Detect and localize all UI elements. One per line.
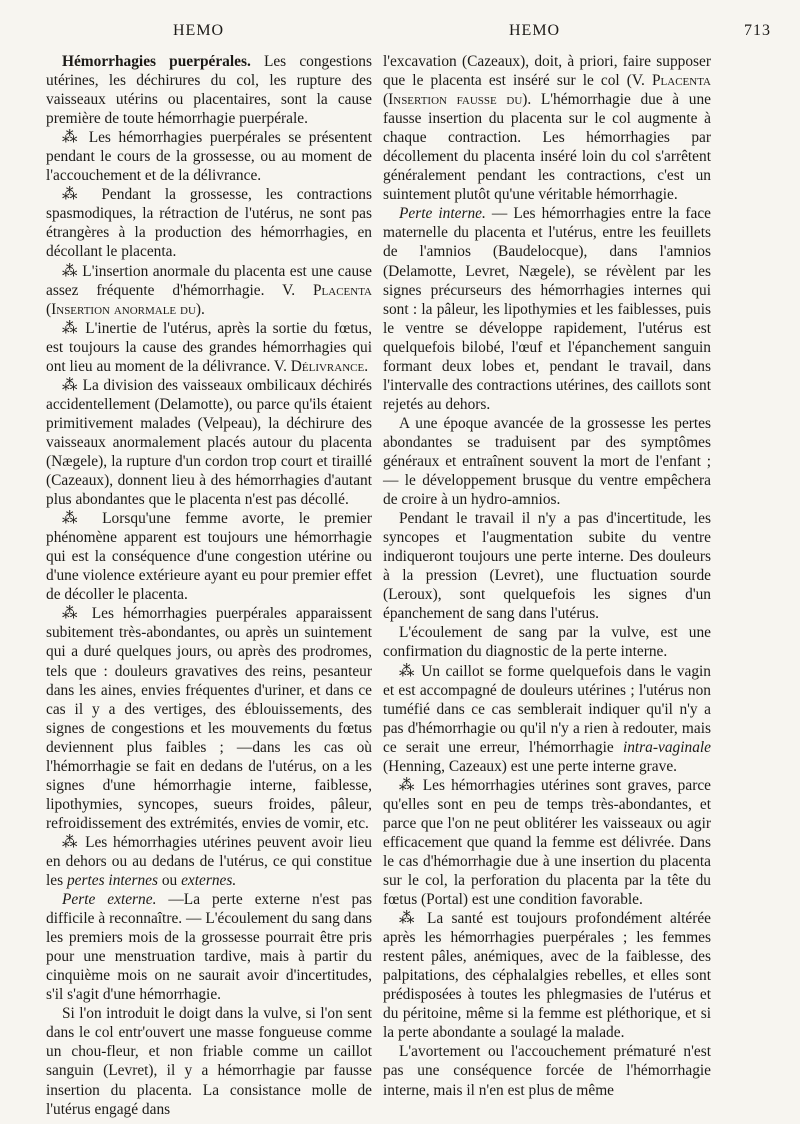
entry-heading: Hémorrhagies puerpérales. <box>62 53 251 70</box>
paragraph <box>383 776 711 909</box>
paragraph <box>46 185 372 261</box>
paragraph-text: — Les hémorrhagies entre la face maternelle du placenta et l'utérus, entre les feuillets de l'amnios (Baudelocque), dans l'amnios (Delamotte, Levret, Nægele), se révèlent par les signes précurseurs des hémorrhagies internes qui sont : la pâleur, les lipothymies et les faiblesses, puis le ventre se développe rapidement, l'utérus est quelquefois bilobé, l'œuf et l'épanchement sanguin formant deux lobes et, pendant le travail, dans l'intervalle des contractions utérines, des caillots sont rejetés au dehors. <box>383 205 711 413</box>
paragraph <box>383 1042 711 1099</box>
paragraph-text: L'écoulement de sang par la vulve, est une confirmation du diagnostic de la perte interne. <box>383 624 711 661</box>
paragraph-text: Si l'on introduit le doigt dans la vulve, si l'on sent dans le col entr'ouvert une masse fongueuse comme un chou-fleur, et non friable comme un caillot sanguin (Levret), il y a hémorrhagie par fausse insertion du placenta. La consistance molle de l'utérus engagé dans <box>46 1005 372 1118</box>
subheading: Perte interne. <box>399 205 486 223</box>
left-column <box>46 52 372 1119</box>
paragraph-text: Pendant le travail il n'y a pas d'incertitude, les syncopes et l'augmentation subite du ventre indiqueront toujours une perte interne. Des douleurs à la pression (Levret), une fluctuation sourde (Leroux), sont quelquefois les signes d'un épanchement de sang dans l'utérus. <box>383 510 711 623</box>
paragraph <box>46 1004 372 1118</box>
paragraph-text: ⁂ La division des vaisseaux ombilicaux déchirés accidentellement (Delamotte), ou parce qu'ils étaient primitivement malades (Velpeau), la déchirure des vaisseaux anormalement placés autour du placenta (Nægele), la rupture d'un cordon trop court et tiraillé (Cazeaux), donnent lieu à des hémorrhagies d'autant plus abondantes que le placenta n'est pas décollé. <box>46 376 372 509</box>
paragraph <box>46 376 372 509</box>
paragraph-text: l'excavation (Cazeaux), doit, à priori, faire supposer que le placenta est inséré sur le col (V. <box>383 53 711 90</box>
cross-reference: Placenta (Insertion anormale du). <box>46 281 372 318</box>
paragraph <box>46 262 372 319</box>
paragraph <box>383 662 711 776</box>
header-left: HEMO <box>173 22 225 39</box>
paragraph <box>46 319 372 376</box>
paragraph-text: A une époque avancée de la grossesse les pertes abondantes se traduisent par des symptômes généraux et entraînent souvent la mort de l'enfant ; — le développement brusque du ventre empêchera de croire à un hydro-amnios. <box>383 414 711 509</box>
paragraph <box>383 414 711 509</box>
paragraph <box>383 909 711 1042</box>
italic-term: intra-vaginale <box>622 738 711 756</box>
paragraph <box>46 52 372 128</box>
running-header <box>0 22 800 46</box>
paragraph-text: L'hémorrhagie due à une fausse insertion du placenta sur le col augmente à chaque contraction. Les hémorrhagies par décollement du placenta inséré loin du col s'arrêtent généralement pendant les contractions, c'est un suintement plutôt qu'une véritable hémorrhagie. <box>383 91 711 204</box>
paragraph <box>383 623 711 661</box>
right-column <box>383 52 711 1100</box>
paragraph <box>46 509 372 604</box>
paragraph <box>46 833 372 890</box>
header-right: HEMO <box>509 22 561 39</box>
paragraph-text: ⁂ Les hémorrhagies utérines peuvent avoir lieu en dehors ou au dedans de l'utérus, ce qui constitue les <box>46 833 372 890</box>
paragraph <box>383 52 711 204</box>
paragraph <box>383 509 711 623</box>
paragraph-text: —La perte externe n'est pas difficile à reconnaître. — L'écoulement du sang dans les premiers mois de la grossesse pourrait être pris pour une menstruation tardive, mais à partir du cinquième mois on ne saurait avoir d'incertitudes, s'il s'agit d'une hémorrhagie. <box>46 891 372 1004</box>
page-number: 713 <box>744 22 771 39</box>
paragraph-text: Les congestions utérines, les déchirures du col, les rupture des vaisseaux utérins ou placentaires, sont la cause première de toute hémorrhagie puerpérale. <box>46 53 372 128</box>
paragraph <box>383 204 711 414</box>
paragraph-text: ou <box>158 872 182 890</box>
subheading: Perte externe. <box>62 891 157 909</box>
cross-reference: Délivrance. <box>290 357 369 375</box>
italic-term: externes. <box>181 872 237 890</box>
paragraph-text: (Henning, Cazeaux) est une perte interne grave. <box>383 757 678 775</box>
paragraph <box>46 890 372 1004</box>
paragraph-text: ⁂ Lorsqu'une femme avorte, le premier phénomène apparent est toujours une hémorrhagie qui est la conséquence d'une congestion utérine ou d'une violence extérieure ayant eu pour premier effet de décoller le placenta. <box>46 510 372 604</box>
paragraph-text: ⁂ Les hémorrhagies puerpérales se présentent pendant le cours de la grossesse, ou au moment de l'accouchement et de la délivrance. <box>46 129 372 185</box>
paragraph <box>46 128 372 185</box>
paragraph-text: ⁂ Les hémorrhagies puerpérales apparaissent subitement très-abondantes, ou après un suintement qui a duré quelques jours, ou après des prodromes, tels que : douleurs gravatives des reins, pesanteur dans les aines, envies fréquentes d'uriner, et dans ce cas il y a des vertiges, des éblouissements, des signes de congestions et les mouvements du fœtus deviennent plus faibles ; —dans les cas où l'hémorrhagie se fait en dedans de l'utérus, on a les signes d'une hémorrhagie interne, faiblesse, lipothymies, syncopes, sueurs froides, pâleur, refroidissement des extrémités, envies de vomir, etc. <box>46 605 372 832</box>
paragraph-text: ⁂ Un caillot se forme quelquefois dans le vagin et est accompagné de douleurs utérines ; l'utérus non tuméfié dans ce cas semblerait indiquer qu'il n'y a pas d'hémorrhagie ou qu'il n'y a rien à redouter, mais ce serait une erreur, l'hémorrhagie <box>383 662 711 756</box>
cross-reference: Placenta (Insertion fausse du). <box>383 72 711 109</box>
italic-term: pertes internes <box>66 872 158 890</box>
paragraph-text: ⁂ Pendant la grossesse, les contractions spasmodiques, la rétraction de l'utérus, ne sont pas étrangères à la production des hémorrhagies, en décollant le placenta. <box>46 186 372 261</box>
paragraph-text: ⁂ La santé est toujours profondément altérée après les hémorrhagies puerpérales ; les femmes restent pâles, anémiques, avec de la faiblesse, des palpitations, des céphalalgies rebelles, et elles sont prédisposées à toutes les phlegmasies de l'utérus et du péritoine, même si la femme est pléthorique, et si la perte abondante a soulagé la malade. <box>383 910 711 1042</box>
paragraph-text: ⁂ Les hémorrhagies utérines sont graves, parce qu'elles sont en peu de temps très-abondantes, et parce que l'on ne peut oblitérer les vaisseaux ou agir efficacement que quand la femme est délivrée. Dans le cas d'hémorrhagie due à une insertion du placenta sur le col, la perforation du placenta par la tête du fœtus (Portal) est une condition favorable. <box>383 776 711 909</box>
paragraph <box>46 604 372 833</box>
paragraph-text: L'avortement ou l'accouchement prématuré n'est pas une conséquence forcée de l'hémorrhagie interne, mais il n'en est plus de même <box>383 1043 711 1099</box>
paragraph-text: ⁂ L'insertion anormale du placenta est une cause assez fréquente d'hémorrhagie. V. <box>46 262 372 299</box>
paragraph-text: ⁂ L'inertie de l'utérus, après la sortie du fœtus, est toujours la cause des grandes hémorrhagies qui ont lieu au moment de la délivrance. V. <box>46 319 372 375</box>
